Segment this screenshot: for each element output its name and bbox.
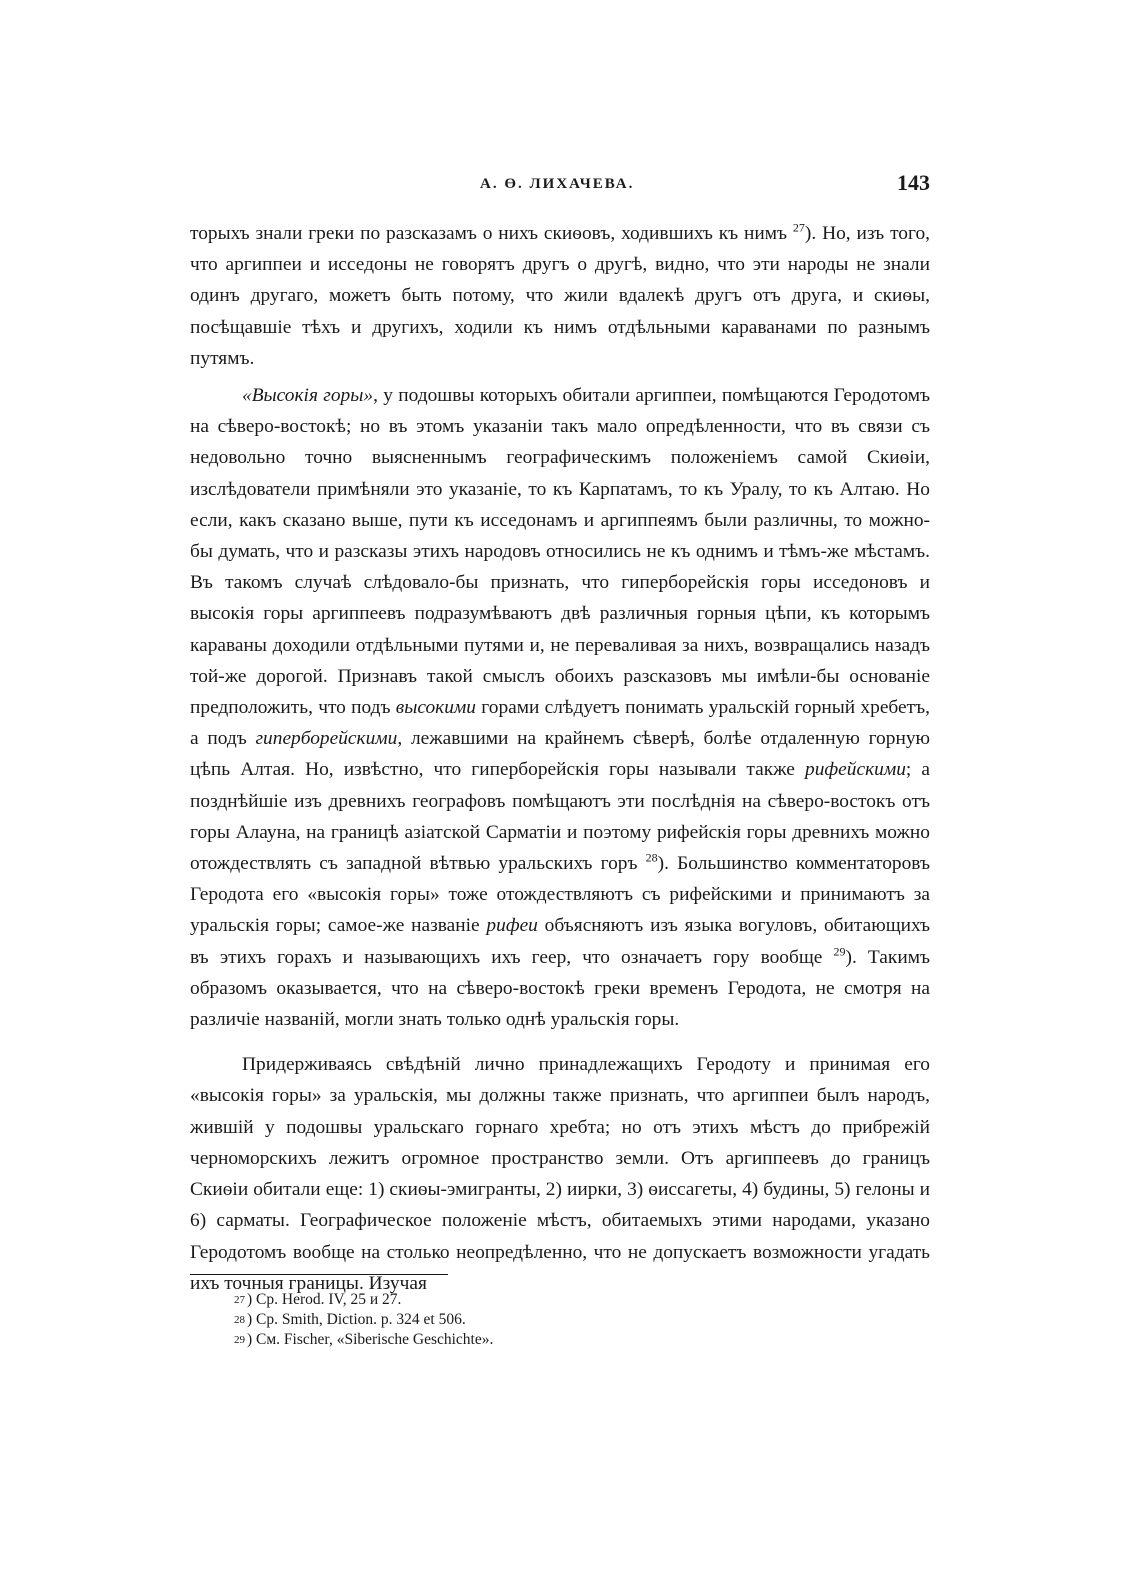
text-run: горами слѣдуетъ понимать уральскій горный хребетъ, а подъ <box>190 697 930 750</box>
body-text <box>190 218 930 1299</box>
footnote <box>234 1290 834 1310</box>
paragraph <box>190 1049 930 1299</box>
paragraph <box>190 218 930 374</box>
footnote-text: ) Ср. Herod. IV, 25 и 27. <box>247 1291 402 1308</box>
text-run: объясняютъ изъ языка вогуловъ, обитающихъ въ этихъ горахъ и называющихъ ихъ геер, что означаетъ гору вообще <box>190 915 930 968</box>
page-header <box>190 172 930 202</box>
text-run: ). Такимъ образомъ оказывается, что на сѣверо-востокѣ греки временъ Геродота, не смотря на различіе названій, могли знать только однѣ уральскія горы. <box>190 946 930 1031</box>
footnote-text: ) Cp. Smith, Diction. p. 324 et 506. <box>247 1311 466 1328</box>
text-run: ). Но, изъ того, что аргиппеи и исседоны не говорятъ другъ о другѣ, видно, что эти народы не знали одинъ другаго, можетъ быть потому, что жили вдалекѣ другъ отъ друга, и скиѳы, посѣщавшіе тѣхъ и другихъ, ходили къ нимъ отдѣльными караванами по разнымъ путямъ. <box>190 223 930 369</box>
text-run: Придерживаясь свѣдѣній лично принадлежащихъ Геродоту и принимая его «высокія горы» за уральскія, мы должны также признать, что аргиппеи былъ народъ, жившій у подошвы уральскаго горнаго хребта; но отъ этихъ мѣстъ до прибрежій черноморскихъ лежитъ огромное пространство земли. Отъ аргиппеевъ до границъ Скиѳіи обитали еще: 1) скиѳы-эмигранты, 2) иирки, 3) ѳиссагеты, 4) будины, 5) гелоны и 6) сарматы. Географическое положеніе мѣстъ, обитаемыхъ этими народами, указано Геродотомъ вообще на столько неопредѣленно, что не допускаетъ возможности угадать ихъ точныя границы. Изучая <box>190 1054 930 1294</box>
text-run: ; а позднѣйшіе изъ древнихъ географовъ помѣщаютъ эти послѣднія на сѣверо-востокъ отъ горы Алауна, на границѣ азіатской Сарматіи и поэтому рифейскія горы древнихъ можно отождествлять съ западной вѣтвью уральскихъ горъ <box>190 759 931 875</box>
page-number: 143 <box>897 170 930 195</box>
italic-text: «Высокія горы» <box>242 385 374 407</box>
text-run: торыхъ знали греки по разсказамъ о нихъ скиѳовъ, ходившихъ къ нимъ <box>190 223 793 244</box>
footnote-number: 28 <box>234 1314 245 1326</box>
running-head: А. Ө. ЛИХАЧЕВА. <box>480 176 635 192</box>
footnote <box>234 1330 834 1350</box>
text-run: , лежавшими на крайнемъ сѣверѣ, болѣе отдаленную горную цѣпь Алтая. Но, извѣстно, что гиперборейскія горы называли также <box>190 728 931 781</box>
text-run: , у подошвы которыхъ обитали аргиппеи, помѣщаются Геродотомъ на сѣверо-востокѣ; но въ этомъ указаніи такъ мало опредѣленности, что въ связи съ недовольно точно выясненнымъ географическимъ положеніемъ самой Скиѳіи, изслѣдователи примѣняли это указаніе, то къ Карпатамъ, то къ Уралу, то къ Алтаю. Но если, какъ сказано выше, пути къ исседонамъ и аргиппеямъ были различны, то можно-бы думать, что и разсказы этихъ народовъ относились не къ однимъ и тѣмъ-же мѣстамъ. Въ такомъ случаѣ слѣдовало-бы признать, что гиперборейскія горы исседоновъ и высокія горы аргиппеевъ подразумѣваютъ двѣ различныя горныя цѣпи, къ которымъ караваны доходили отдѣльными путями и, не переваливая за нихъ, возвращались назадъ той-же дорогой. Признавъ такой смыслъ обоихъ разсказовъ мы имѣли-бы основаніе предположить, что подъ <box>190 385 930 719</box>
footnote-number: 29 <box>234 1334 245 1346</box>
italic-text: гиперборейскими <box>255 728 398 750</box>
text-run: ). Большинство комментаторовъ Геродота его «высокія горы» тоже отождествляютъ съ рифейскими и принимаютъ за уральскія горы; самое-же названіе <box>190 853 930 937</box>
footnotes <box>234 1290 834 1350</box>
footnote-number: 27 <box>234 1294 245 1306</box>
footnote-rule <box>190 1274 448 1275</box>
footnote-ref: 27 <box>792 220 805 235</box>
paragraph <box>190 380 930 1035</box>
footnote-text: ) См. Fischer, «Siberische Geschichte». <box>247 1331 494 1348</box>
italic-text: высокими <box>395 697 477 719</box>
footnote-ref: 28 <box>645 850 658 865</box>
footnote <box>234 1310 834 1330</box>
footnote-ref: 29 <box>833 944 846 959</box>
italic-text: рифейскими <box>805 759 906 781</box>
italic-text: рифеи <box>486 915 538 937</box>
